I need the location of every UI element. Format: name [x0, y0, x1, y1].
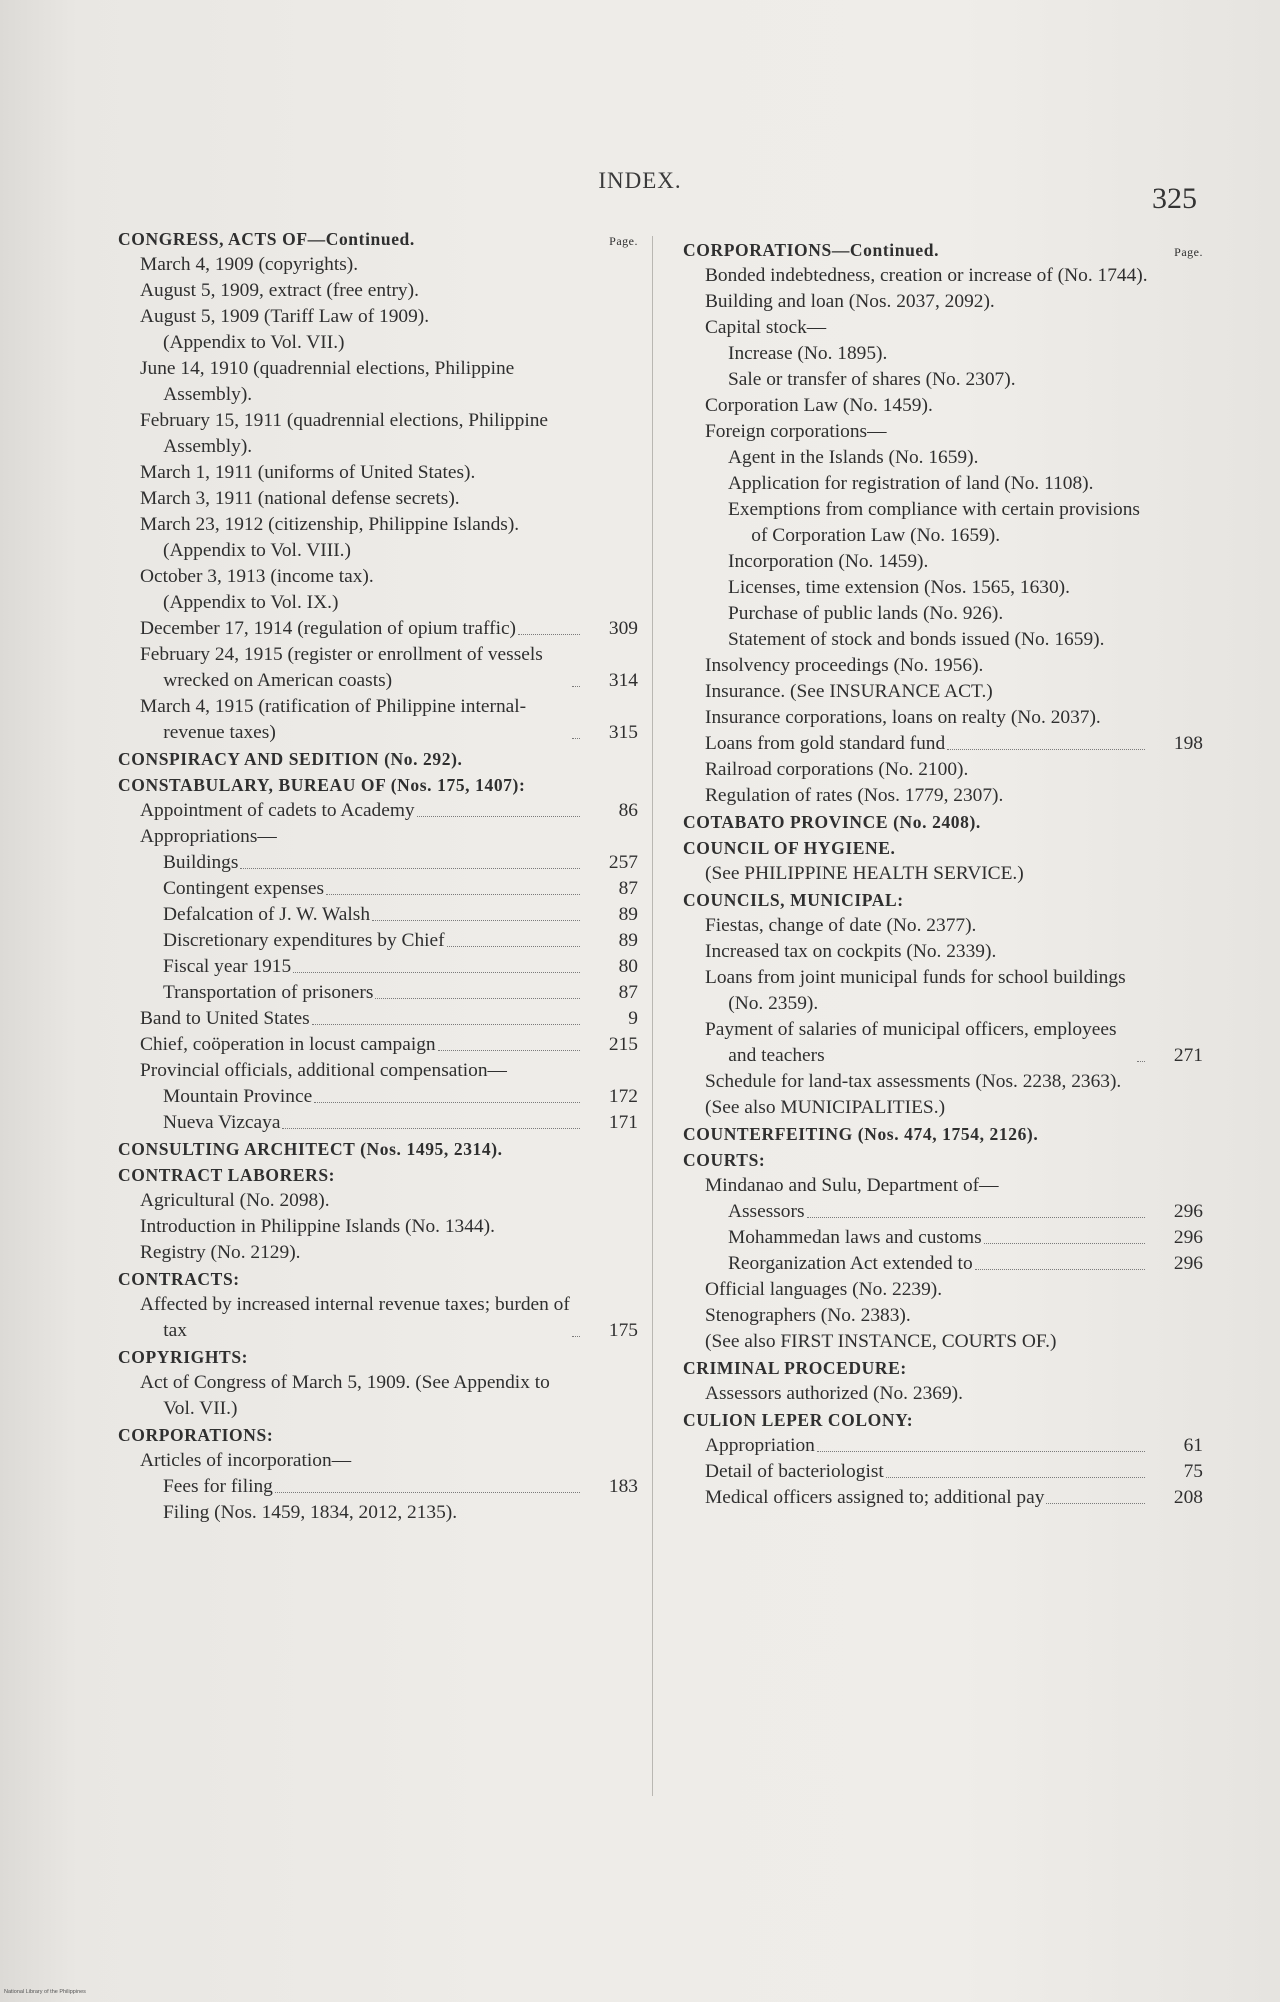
index-entry — [728, 1225, 1203, 1251]
page-reference: 171 — [608, 1112, 638, 1133]
index-entry — [705, 315, 1203, 341]
index-entry — [140, 798, 638, 824]
entry-text: Appointment of cadets to Academy — [140, 800, 415, 821]
index-entry — [705, 1459, 1203, 1485]
index-entry — [705, 757, 1203, 783]
entry-text: Application for registration of land (No. 1108). — [728, 473, 1094, 494]
entry-text: Increased tax on cockpits (No. 2339). — [705, 941, 997, 962]
entry-text: March 3, 1911 (national defense secrets). — [140, 488, 460, 509]
entry-text: Schedule for land-tax assessments (Nos. 2238, 2363). — [705, 1071, 1122, 1092]
entry-text: Fees for filing — [163, 1476, 273, 1497]
index-entry — [163, 902, 638, 928]
entry-text: COURTS: — [683, 1150, 766, 1170]
entry-text: COPYRIGHTS: — [118, 1347, 249, 1367]
index-heading — [118, 772, 638, 798]
dot-leader — [375, 998, 580, 999]
entry-text: Insurance. (See INSURANCE ACT.) — [705, 681, 993, 702]
index-entry — [728, 627, 1203, 653]
index-entry — [705, 783, 1203, 809]
index-entry — [140, 1058, 638, 1084]
entry-text: June 14, 1910 (quadrennial elections, Philippine Assembly). — [140, 358, 515, 405]
entry-text: Foreign corporations— — [705, 421, 887, 442]
entry-text: Agent in the Islands (No. 1659). — [728, 447, 979, 468]
entry-text: Defalcation of J. W. Walsh — [163, 904, 371, 925]
entry-text: Band to United States — [140, 1008, 310, 1029]
index-entry — [705, 393, 1203, 419]
index-entry — [728, 445, 1203, 471]
entry-text: CORPORATIONS: — [118, 1425, 274, 1445]
index-entry — [163, 980, 638, 1006]
index-entry — [705, 263, 1203, 289]
index-entry — [705, 731, 1203, 757]
page-reference: 257 — [608, 852, 638, 873]
dot-leader — [1137, 1061, 1145, 1062]
index-entry — [140, 1240, 638, 1266]
index-entry — [705, 1017, 1203, 1069]
dot-leader — [984, 1243, 1145, 1244]
index-entry — [728, 497, 1203, 549]
index-entry — [140, 1370, 638, 1422]
entry-text: CONTRACT LABORERS: — [118, 1165, 336, 1185]
index-entry — [728, 471, 1203, 497]
entry-text: Agricultural (No. 2098). — [140, 1190, 330, 1211]
index-heading — [683, 1407, 1203, 1433]
index-entry — [728, 549, 1203, 575]
entry-text: Filing (Nos. 1459, 1834, 2012, 2135). — [163, 1502, 458, 1523]
entry-text: Provincial officials, additional compensation— — [140, 1060, 507, 1081]
index-entry — [140, 1188, 638, 1214]
index-entry — [163, 538, 638, 564]
entry-text: Appropriation — [705, 1435, 815, 1456]
dot-leader — [314, 1102, 580, 1103]
entry-text: Medical officers assigned to; additional pay — [705, 1487, 1045, 1508]
page-column-label: Page. — [1174, 245, 1203, 259]
dot-leader — [275, 1492, 580, 1493]
index-entry — [705, 1069, 1203, 1095]
index-entry — [140, 1292, 638, 1344]
entry-text: Licenses, time extension (Nos. 1565, 1630). — [728, 577, 1070, 598]
index-entry — [705, 679, 1203, 705]
dot-leader — [438, 1050, 580, 1051]
index-entry — [140, 1032, 638, 1058]
entry-text: CONSULTING ARCHITECT (Nos. 1495, 2314). — [118, 1139, 503, 1159]
entry-text: Railroad corporations (No. 2100). — [705, 759, 969, 780]
index-heading — [683, 1355, 1203, 1381]
entry-text: Registry (No. 2129). — [140, 1242, 301, 1263]
entry-text: Reorganization Act extended to — [728, 1253, 973, 1274]
page-reference: 296 — [1173, 1253, 1203, 1274]
page-reference: 314 — [608, 670, 638, 691]
entry-text: COUNTERFEITING (Nos. 474, 1754, 2126). — [683, 1124, 1039, 1144]
index-entry — [163, 850, 638, 876]
entry-text: Discretionary expenditures by Chief — [163, 930, 445, 951]
dot-leader — [817, 1451, 1145, 1452]
index-heading — [118, 746, 638, 772]
entry-text: Payment of salaries of municipal officers, employees and teachers — [705, 1019, 1117, 1066]
index-entry — [140, 694, 638, 746]
entry-text: (See PHILIPPINE HEALTH SERVICE.) — [705, 863, 1024, 884]
index-heading — [683, 1121, 1203, 1147]
entry-text: COUNCIL OF HYGIENE. — [683, 838, 896, 858]
entry-text: Transportation of prisoners — [163, 982, 374, 1003]
index-entry — [705, 1485, 1203, 1511]
index-heading — [683, 809, 1203, 835]
entry-text: CORPORATIONS—Continued. — [683, 240, 940, 260]
entry-text: Regulation of rates (Nos. 1779, 2307). — [705, 785, 1004, 806]
entry-text: February 24, 1915 (register or enrollment of vessels wrecked on American coasts) — [140, 644, 543, 691]
entry-text: February 15, 1911 (quadrennial elections, Philippine Assembly). — [140, 410, 549, 457]
page-reference: 75 — [1183, 1461, 1203, 1482]
page-reference: 198 — [1173, 733, 1203, 754]
entry-text: Mohammedan laws and customs — [728, 1227, 982, 1248]
index-heading — [118, 1162, 638, 1188]
index-entry — [705, 861, 1203, 887]
entry-text: Building and loan (Nos. 2037, 2092). — [705, 291, 995, 312]
index-entry — [163, 1500, 638, 1526]
page-reference: 89 — [618, 904, 638, 925]
dot-leader — [1046, 1503, 1145, 1504]
entry-text: March 1, 1911 (uniforms of United States). — [140, 462, 476, 483]
index-entry — [140, 304, 638, 330]
entry-text: Corporation Law (No. 1459). — [705, 395, 933, 416]
entry-text: Assessors — [728, 1201, 805, 1222]
index-entry — [705, 1381, 1203, 1407]
index-entries — [118, 226, 638, 1526]
entry-text: Introduction in Philippine Islands (No. 1344). — [140, 1216, 495, 1237]
page-number: 325 — [1152, 182, 1197, 215]
index-entry — [163, 1110, 638, 1136]
index-column-left — [118, 226, 638, 1526]
index-entry — [140, 564, 638, 590]
page-reference: 9 — [628, 1008, 638, 1029]
dot-leader — [572, 686, 580, 687]
page-reference: 172 — [608, 1086, 638, 1107]
entry-text: Assessors authorized (No. 2369). — [705, 1383, 963, 1404]
entry-text: Sale or transfer of shares (No. 2307). — [728, 369, 1016, 390]
dot-leader — [807, 1217, 1146, 1218]
index-entry — [705, 965, 1203, 1017]
entry-text: COTABATO PROVINCE (No. 2408). — [683, 812, 981, 832]
index-entry — [728, 341, 1203, 367]
index-entries — [683, 237, 1203, 1511]
index-entry — [140, 408, 638, 460]
entry-text: Official languages (No. 2239). — [705, 1279, 943, 1300]
index-entry — [163, 954, 638, 980]
index-entry — [728, 601, 1203, 627]
dot-leader — [293, 972, 580, 973]
index-heading — [118, 226, 638, 252]
entry-text: Exemptions from compliance with certain provisions of Corporation Law (No. 1659). — [728, 499, 1140, 546]
page-reference: 208 — [1173, 1487, 1203, 1508]
entry-text: August 5, 1909, extract (free entry). — [140, 280, 419, 301]
index-entry — [140, 460, 638, 486]
entry-text: CULION LEPER COLONY: — [683, 1410, 914, 1430]
index-heading — [118, 1136, 638, 1162]
entry-text: Mindanao and Sulu, Department of— — [705, 1175, 999, 1196]
index-entry — [140, 1214, 638, 1240]
dot-leader — [372, 920, 580, 921]
dot-leader — [947, 749, 1145, 750]
index-entry — [705, 1095, 1203, 1121]
entry-text: March 4, 1909 (copyrights). — [140, 254, 359, 275]
index-heading — [683, 1147, 1203, 1173]
index-entry — [705, 1329, 1203, 1355]
entry-text: October 3, 1913 (income tax). — [140, 566, 374, 587]
index-entry — [728, 1251, 1203, 1277]
dot-leader — [886, 1477, 1145, 1478]
entry-text: August 5, 1909 (Tariff Law of 1909). — [140, 306, 430, 327]
index-entry — [140, 278, 638, 304]
index-entry — [705, 705, 1203, 731]
index-entry — [705, 419, 1203, 445]
dot-leader — [240, 868, 580, 869]
page-reference: 315 — [608, 722, 638, 743]
dot-leader — [447, 946, 580, 947]
page-reference: 87 — [618, 982, 638, 1003]
page-reference: 215 — [608, 1034, 638, 1055]
entry-text: Fiestas, change of date (No. 2377). — [705, 915, 977, 936]
index-heading — [118, 1422, 638, 1448]
entry-text: Purchase of public lands (No. 926). — [728, 603, 1004, 624]
index-entry — [163, 590, 638, 616]
index-entry — [728, 1199, 1203, 1225]
entry-text: Incorporation (No. 1459). — [728, 551, 929, 572]
index-entry — [140, 642, 638, 694]
index-heading — [683, 887, 1203, 913]
index-entry — [163, 928, 638, 954]
entry-text: (Appendix to Vol. IX.) — [163, 592, 339, 613]
entry-text: CONTRACTS: — [118, 1269, 240, 1289]
entry-text: CONSPIRACY AND SEDITION (No. 292). — [118, 749, 463, 769]
entry-text: December 17, 1914 (regulation of opium traffic) — [140, 618, 517, 639]
entry-text: CONSTABULARY, BUREAU OF (Nos. 175, 1407): — [118, 775, 526, 795]
index-entry — [140, 356, 638, 408]
dot-leader — [518, 634, 580, 635]
running-head: INDEX. — [598, 168, 682, 193]
index-heading — [118, 1344, 638, 1370]
page-reference: 89 — [618, 930, 638, 951]
page-reference: 296 — [1173, 1227, 1203, 1248]
entry-text: Stenographers (No. 2383). — [705, 1305, 911, 1326]
index-entry — [705, 653, 1203, 679]
page-reference: 61 — [1183, 1435, 1203, 1456]
page-reference: 296 — [1173, 1201, 1203, 1222]
entry-text: Loans from joint municipal funds for school buildings (No. 2359). — [705, 967, 1126, 1014]
entry-text: Statement of stock and bonds issued (No. 1659). — [728, 629, 1105, 650]
entry-text: (See also FIRST INSTANCE, COURTS OF.) — [705, 1331, 1057, 1352]
entry-text: Buildings — [163, 852, 239, 873]
index-entry — [705, 1303, 1203, 1329]
page-reference: 309 — [608, 618, 638, 639]
entry-text: COUNCILS, MUNICIPAL: — [683, 890, 904, 910]
index-entry — [705, 1433, 1203, 1459]
entry-text: Nueva Vizcaya — [163, 1112, 281, 1133]
entry-text: Act of Congress of March 5, 1909. (See Appendix to Vol. VII.) — [140, 1372, 550, 1419]
entry-text: March 4, 1915 (ratification of Philippine internal-revenue taxes) — [140, 696, 527, 743]
entry-text: (Appendix to Vol. VII.) — [163, 332, 345, 353]
index-entry — [163, 1084, 638, 1110]
index-entry — [140, 512, 638, 538]
column-divider — [652, 236, 653, 1796]
page-reference: 80 — [618, 956, 638, 977]
page-reference: 86 — [618, 800, 638, 821]
index-entry — [705, 913, 1203, 939]
index-entry — [163, 876, 638, 902]
index-heading — [683, 835, 1203, 861]
index-entry — [163, 330, 638, 356]
index-entry — [705, 1277, 1203, 1303]
entry-text: Loans from gold standard fund — [705, 733, 946, 754]
index-column-right — [683, 237, 1203, 1511]
index-entry — [728, 575, 1203, 601]
page-reference: 87 — [618, 878, 638, 899]
dot-leader — [326, 894, 580, 895]
entry-text: CONGRESS, ACTS OF—Continued. — [118, 229, 415, 249]
entry-text: Detail of bacteriologist — [705, 1461, 884, 1482]
entry-text: Articles of incorporation— — [140, 1450, 352, 1471]
entry-text: Appropriations— — [140, 826, 277, 847]
library-credit: National Library of the Philippines — [4, 1989, 86, 1995]
entry-text: Capital stock— — [705, 317, 827, 338]
index-entry — [705, 1173, 1203, 1199]
entry-text: Increase (No. 1895). — [728, 343, 888, 364]
index-entry — [140, 824, 638, 850]
index-entry — [140, 1448, 638, 1474]
page-reference: 271 — [1173, 1045, 1203, 1066]
index-entry — [163, 1474, 638, 1500]
entry-text: (See also MUNICIPALITIES.) — [705, 1097, 946, 1118]
entry-text: CRIMINAL PROCEDURE: — [683, 1358, 907, 1378]
entry-text: Bonded indebtedness, creation or increase of (No. 1744). — [705, 265, 1148, 286]
index-heading — [118, 1266, 638, 1292]
entry-text: Mountain Province — [163, 1086, 313, 1107]
dot-leader — [975, 1269, 1145, 1270]
page-reference: 175 — [608, 1320, 638, 1341]
entry-text: (Appendix to Vol. VIII.) — [163, 540, 351, 561]
index-heading — [683, 237, 1203, 263]
index-entry — [705, 939, 1203, 965]
index-entry — [728, 367, 1203, 393]
entry-text: Contingent expenses — [163, 878, 325, 899]
dot-leader — [572, 1336, 580, 1337]
dot-leader — [282, 1128, 580, 1129]
index-entry — [140, 1006, 638, 1032]
entry-text: Chief, coöperation in locust campaign — [140, 1034, 436, 1055]
entry-text: Fiscal year 1915 — [163, 956, 292, 977]
entry-text: Insolvency proceedings (No. 1956). — [705, 655, 984, 676]
index-entry — [705, 289, 1203, 315]
dot-leader — [572, 738, 580, 739]
entry-text: Affected by increased internal revenue taxes; burden of tax — [140, 1294, 570, 1341]
index-entry — [140, 252, 638, 278]
dot-leader — [312, 1024, 580, 1025]
index-entry — [140, 486, 638, 512]
dot-leader — [417, 816, 580, 817]
page-column-label: Page. — [609, 234, 638, 248]
entry-text: Insurance corporations, loans on realty (No. 2037). — [705, 707, 1101, 728]
page-reference: 183 — [608, 1476, 638, 1497]
index-entry — [140, 616, 638, 642]
entry-text: March 23, 1912 (citizenship, Philippine Islands). — [140, 514, 520, 535]
